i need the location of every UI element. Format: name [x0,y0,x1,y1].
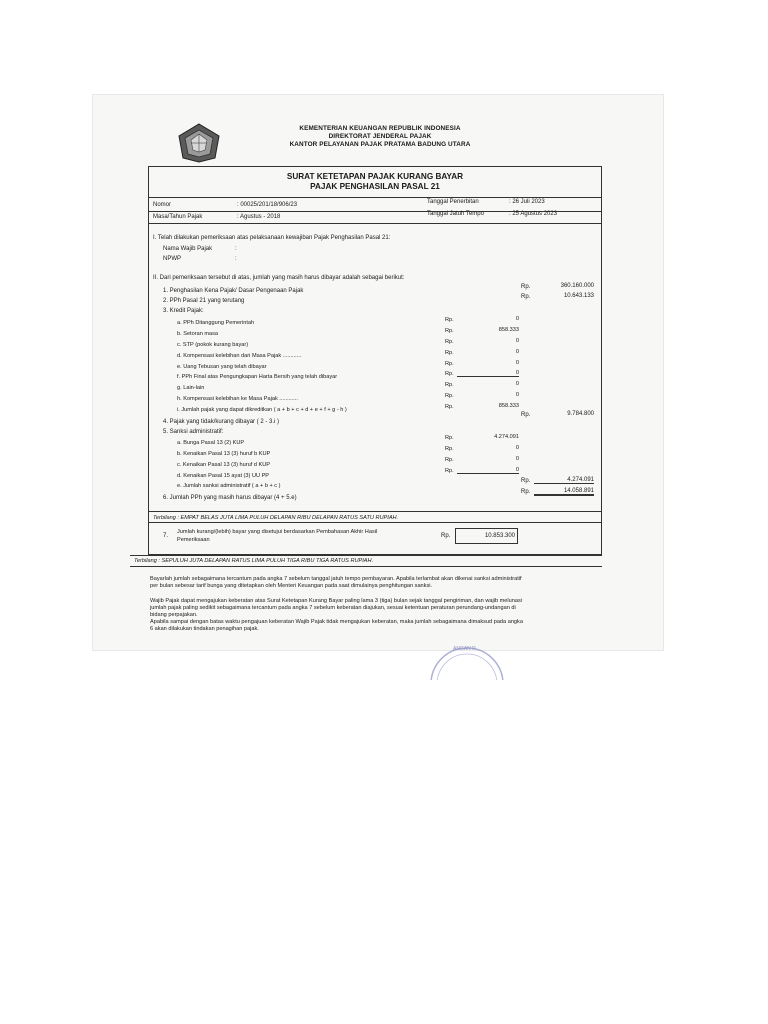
kredit-h-value: 0 [515,392,519,398]
item-7-rp: Rp. [441,533,451,539]
kredit-d-value: 0 [515,349,519,355]
sanksi-c-label: c. Kenaikan Pasal 13 (3) huruf d KUP [177,462,270,468]
section-1-intro: I. Telah dilakukan pemeriksaan atas pelaksanaan kewajiban Pajak Penghasilan Pasal 21: [153,235,391,241]
item-3-total-rp: Rp. [521,412,531,418]
kredit-a-rp: Rp. [445,317,454,323]
stamp-text: ANGAN R [453,646,476,652]
npwp-colon: : [235,256,237,262]
sanksi-c-rp: Rp. [445,457,454,463]
kredit-b-value: 858.333 [498,327,519,333]
official-stamp [425,640,510,680]
sanksi-a-label: a. Bunga Pasal 13 (2) KUP [177,440,245,446]
nama-colon: : [235,246,237,252]
kredit-g-label: g. Lain-lain [177,385,205,391]
header-ministry: KEMENTERIAN KEUANGAN REPUBLIK INDONESIA [299,125,461,132]
terbilang-agreed: Terbilang : SEPULUH JUTA DELAPAN RATUS LIMA PULUH TIGA RIBU TIGA RATUS RUPIAH. [134,558,374,564]
item-7-label-line2: Pemeriksaan [177,537,210,543]
item-7-value-box [455,528,518,544]
tanggal-terbit-label: Tanggal Penerbitan [427,199,479,205]
item-2-label: 2. PPh Pasal 21 yang terutang [163,298,245,304]
kredit-e-value: 0 [515,360,519,366]
kredit-f-value: 0 [457,370,519,377]
title-bar [149,167,601,198]
kredit-i-rp: Rp. [445,404,454,410]
sanksi-d-value: 0 [457,467,519,474]
nomor-value: : 00025/201/18/906/23 [237,202,298,208]
item-7-value: 10.853.300 [484,533,515,539]
item-2-value: 10.643.133 [563,293,594,299]
item-6-value: 14.058.891 [534,488,594,496]
sanksi-total-label: e. Jumlah sanksi administratif ( a + b + c ) [177,483,281,489]
kredit-e-label: e. Uang Tebusan yang telah dibayar [177,364,267,370]
kredit-i-value: 858.333 [498,403,519,409]
nama-wajib-pajak-label: Nama Wajib Pajak [163,246,213,252]
sanksi-total-value: 4.274.091 [534,477,594,484]
kredit-h-label: h. Kompensasi kelebihan ke Masa Pajak ............ [177,396,298,402]
item-7-box [148,523,602,555]
sanksi-d-label: d. Kenaikan Pasal 15 ayat (3) UU PP [177,473,270,479]
sanksi-b-value: 0 [515,445,519,451]
item-1-value: 360.160.000 [560,283,594,289]
ministry-emblem-icon [175,122,223,164]
item-5-label: 5. Sanksi administratif: [163,429,224,435]
masa-label: Masa/Tahun Pajak [153,214,203,220]
note-2-line2: jumlah pajak paling sedikit sebagaimana tercantum pada angka 7 sebelum keberatan diajukan, sesuai ketentuan peraturan perundang-undangan di [150,605,516,611]
item-7-number: 7. [163,533,169,539]
kredit-c-label: c. STP (pokok kurang bayar) [177,342,249,348]
kredit-e-rp: Rp. [445,361,454,367]
kredit-d-label: d. Kompensasi kelebihan dari Masa Pajak ............ [177,353,302,359]
tanggal-tempo-label: Tanggal Jatuh Tempo [427,211,484,217]
kredit-b-label: b. Setoran masa [177,331,219,337]
item-3-label: 3. Kredit Pajak: [163,308,204,314]
item-2-rp: Rp. [521,294,531,300]
assessment-letter-box [148,166,602,523]
sanksi-a-rp: Rp. [445,435,454,441]
nomor-label: Nomor [153,202,172,208]
note-3-line2: 6 akan dilakukan tindakan penagihan pajak. [150,626,259,632]
kredit-b-rp: Rp. [445,328,454,334]
sanksi-d-rp: Rp. [445,468,454,474]
item-6-label: 6. Jumlah PPh yang masih harus dibayar (4 + 5.e) [163,495,297,501]
section-2-intro: II. Dari pemeriksaan tersebut di atas, jumlah yang masih harus dibayar adalah sebagai berikut: [153,275,405,281]
header-directorate: DIREKTORAT JENDERAL PAJAK [328,133,432,140]
note-2-line3: bidang perpajakan. [150,612,198,618]
letter-subtitle: PAJAK PENGHASILAN PASAL 21 [310,182,440,191]
tanggal-terbit-value: : 26 Juli 2023 [509,199,545,205]
sanksi-a-value: 4.274.091 [494,434,519,440]
kredit-c-value: 0 [515,338,519,344]
letter-title: SURAT KETETAPAN PAJAK KURANG BAYAR [286,172,464,181]
kredit-h-rp: Rp. [445,393,454,399]
item-4-label: 4. Pajak yang tidak/kurang dibayar ( 2 - 3.i ) [163,419,280,425]
item-7-label-line1: Jumlah kurang/(lebih) bayar yang disetujui berdasarkan Pembahasan Akhir Hasil [177,529,378,535]
note-1-line1: Bayarlah jumlah sebagaimana tercantum pada angka 7 sebelum tanggal jatuh tempo pembayaran. Apabila terlambat akan dikenai sanksi administratif [150,576,522,582]
npwp-label: NPWP [163,256,181,262]
header-office: KANTOR PELAYANAN PAJAK PRATAMA BADUNG UTARA [289,141,471,148]
sanksi-c-value: 0 [515,456,519,462]
kredit-f-rp: Rp. [445,371,454,377]
sanksi-b-rp: Rp. [445,446,454,452]
tanggal-tempo-value: : 25 Agustus 2023 [509,211,558,217]
sanksi-total-rp: Rp. [521,478,531,484]
item-6-rp: Rp. [521,489,531,495]
item-1-label: 1. Penghasilan Kena Pajak/ Dasar Pengenaan Pajak [163,288,304,294]
kredit-g-value: 0 [515,381,519,387]
item-3-total-value: 9.784.800 [567,411,594,417]
sanksi-b-label: b. Kenaikan Pasal 13 (3) huruf b KUP [177,451,271,457]
kredit-i-label: i. Jumlah pajak yang dapat dikreditkan ( a + b + c + d + e + f + g - h ) [177,407,347,413]
kredit-a-value: 0 [515,316,519,322]
kredit-a-label: a. PPh Ditanggung Pemerintah [177,320,255,326]
kredit-f-label: f. PPh Final atas Pengungkapan Harta Bersih yang telah dibayar [177,374,338,380]
terbilang-total: Terbilang : EMPAT BELAS JUTA LIMA PULUH DELAPAN RIBU DELAPAN RATUS SATU RUPIAH. [153,515,399,521]
kredit-g-rp: Rp. [445,382,454,388]
note-3-line1: Apabila sampai dengan batas waktu pengajuan keberatan Wajib Pajak tidak mengajukan keberatan, maka jumlah sebagaimana dimaksud pada angka [150,619,523,625]
note-2-line1: Wajib Pajak dapat mengajukan keberatan atas Surat Ketetapan Kurang Bayar paling lama 3 (tiga) bulan sejak tanggal pengiriman, dan wajib melunasi [150,598,523,604]
kredit-d-rp: Rp. [445,350,454,356]
note-1-line2: per bulan sebesar tarif bunga yang ditetapkan oleh Menteri Keuangan pada saat dimulainya penghitungan sanksi. [150,583,433,589]
masa-value: : Agustus - 2018 [237,214,281,220]
item-1-rp: Rp. [521,284,531,290]
kredit-c-rp: Rp. [445,339,454,345]
